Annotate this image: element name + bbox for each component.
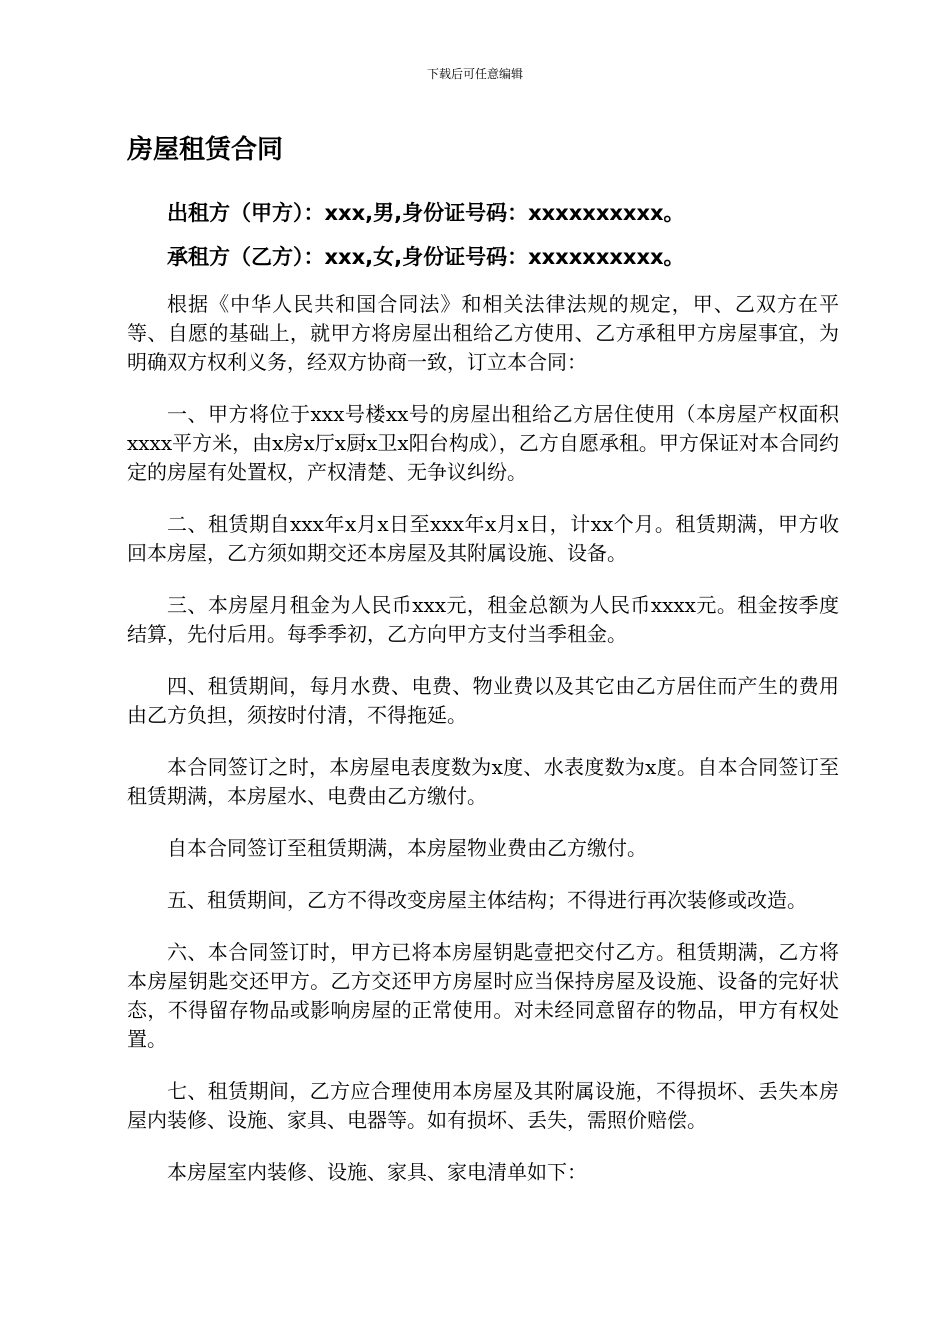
clause-4-paragraph: 四、租赁期间，每月水费、电费、物业费以及其它由乙方居住而产生的费用由乙方负担，须按时付清，不得拖延。 (127, 674, 839, 727)
contract-body (127, 290, 839, 1210)
contract-title: 房屋租赁合同 (127, 135, 284, 165)
clause-7-paragraph: 七、租赁期间，乙方应合理使用本房屋及其附属设施，不得损坏、丢失本房屋内装修、设施、家具、电器等。如有损坏、丢失，需照价赔偿。 (127, 1079, 839, 1132)
preamble-paragraph: 根据《中华人民共和国合同法》和相关法律法规的规定，甲、乙双方在平等、自愿的基础上，就甲方将房屋出租给乙方使用、乙方承租甲方房屋事宜，为明确双方权利义务，经双方协商一致，订立本合同： (127, 292, 839, 374)
clause-1-paragraph: 一、甲方将位于xxx号楼xx号的房屋出租给乙方居住使用（本房屋产权面积xxxx平方米，由x房x厅x厨x卫x阳台构成），乙方自愿承租。甲方保证对本合同约定的房屋有处置权，产权清楚、无争议纠纷。 (127, 402, 839, 484)
clause-6-paragraph: 六、本合同签订时，甲方已将本房屋钥匙壹把交付乙方。租赁期满，乙方将本房屋钥匙交还甲方。乙方交还甲方房屋时应当保持房屋及设施、设备的完好状态，不得留存物品或影响房屋的正常使用。对未经同意留存的物品，甲方有权处置。 (127, 940, 839, 1051)
inventory-intro-paragraph: 本房屋室内装修、设施、家具、家电清单如下： (167, 1160, 587, 1184)
clause-5-paragraph: 五、租赁期间，乙方不得改变房屋主体结构；不得进行再次装修或改造。 (167, 888, 807, 912)
property-fee-paragraph: 自本合同签订至租赁期满，本房屋物业费由乙方缴付。 (167, 836, 647, 860)
clause-3-paragraph: 三、本房屋月租金为人民币xxx元，租金总额为人民币xxxx元。租金按季度结算，先付后用。每季季初，乙方向甲方支付当季租金。 (127, 593, 839, 646)
meter-reading-paragraph: 本合同签订之时，本房屋电表度数为x度、水表度数为x度。自本合同签订至租赁期满，本房屋水、电费由乙方缴付。 (127, 755, 839, 808)
lessor-line: 出租方（甲方）：xxx,男,身份证号码：xxxxxxxxxx。 (167, 201, 685, 225)
clause-2-paragraph: 二、租赁期自xxx年x月x日至xxx年x月x日，计xx个月。租赁期满，甲方收回本房屋，乙方须如期交还本房屋及其附属设施、设备。 (127, 512, 839, 565)
page-header-note: 下载后可任意编辑 (426, 67, 523, 81)
lessee-line: 承租方（乙方）：xxx,女,身份证号码：xxxxxxxxxx。 (167, 245, 685, 269)
